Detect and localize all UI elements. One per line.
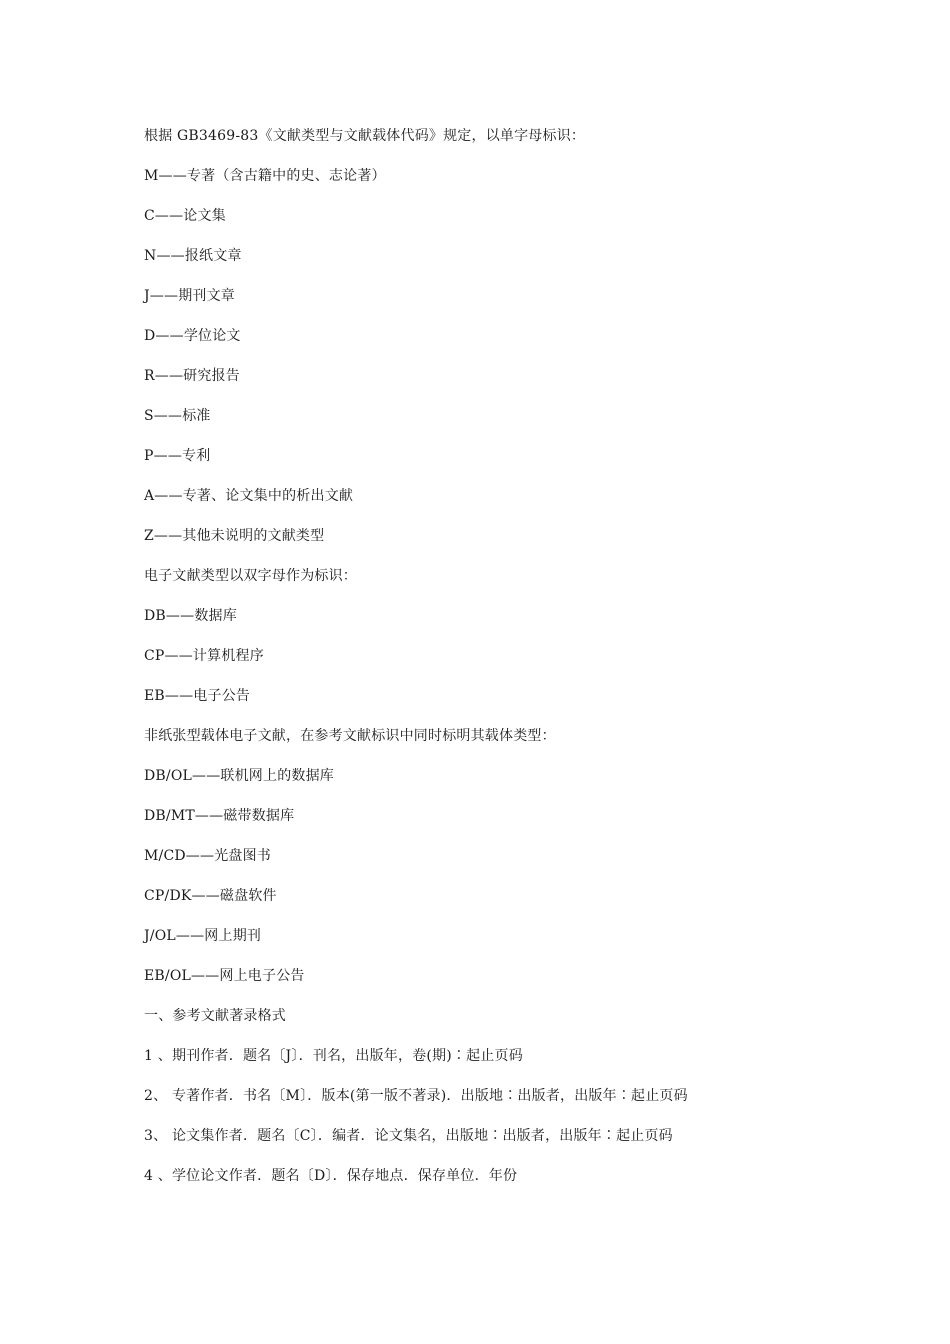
code-cp-program: CP——计算机程序 bbox=[144, 648, 264, 664]
code-eb-bulletin: EB——电子公告 bbox=[144, 688, 251, 704]
intro-double-letter-codes: 电子文献类型以双字母作为标识： bbox=[144, 568, 357, 584]
format-thesis: 4 、学位论文作者．题名〔D〕．保存地点．保存单位．年份 bbox=[144, 1168, 518, 1184]
document-body bbox=[144, 126, 844, 1206]
code-eb-ol: EB/OL——网上电子公告 bbox=[144, 968, 305, 984]
code-j-journal: J——期刊文章 bbox=[144, 288, 236, 304]
section-heading-citation-format: 一、参考文献著录格式 bbox=[144, 1008, 286, 1024]
code-d-thesis: D——学位论文 bbox=[144, 328, 241, 344]
code-r-report: R——研究报告 bbox=[144, 368, 240, 384]
format-proceedings: 3、 论文集作者．题名〔C〕．编者．论文集名，出版地∶出版者，出版年∶起止页码 bbox=[144, 1128, 673, 1144]
code-a-extracted: A——专著、论文集中的析出文献 bbox=[144, 488, 354, 504]
code-n-newspaper: N——报纸文章 bbox=[144, 248, 242, 264]
code-db-mt: DB/MT——磁带数据库 bbox=[144, 808, 295, 824]
code-z-other: Z——其他未说明的文献类型 bbox=[144, 528, 325, 544]
code-m-cd: M/CD——光盘图书 bbox=[144, 848, 271, 864]
code-db-ol: DB/OL——联机网上的数据库 bbox=[144, 768, 335, 784]
code-m-monograph: M——专著（含古籍中的史、志论著） bbox=[144, 168, 386, 184]
code-j-ol: J/OL——网上期刊 bbox=[144, 928, 262, 944]
code-cp-dk: CP/DK——磁盘软件 bbox=[144, 888, 277, 904]
intro-single-letter-codes: 根据 GB3469-83《文献类型与文献载体代码》规定，以单字母标识： bbox=[144, 128, 586, 144]
code-p-patent: P——专利 bbox=[144, 448, 211, 464]
intro-carrier-types: 非纸张型载体电子文献，在参考文献标识中同时标明其载体类型： bbox=[144, 728, 556, 744]
format-monograph: 2、 专著作者．书名〔M〕．版本(第一版不著录)．出版地∶出版者，出版年∶起止页码 bbox=[144, 1088, 688, 1104]
code-s-standard: S——标准 bbox=[144, 408, 211, 424]
code-c-proceedings: C——论文集 bbox=[144, 208, 226, 224]
format-journal: 1 、期刊作者．题名〔J〕．刊名，出版年，卷(期)∶起止页码 bbox=[144, 1048, 523, 1064]
code-db-database: DB——数据库 bbox=[144, 608, 237, 624]
